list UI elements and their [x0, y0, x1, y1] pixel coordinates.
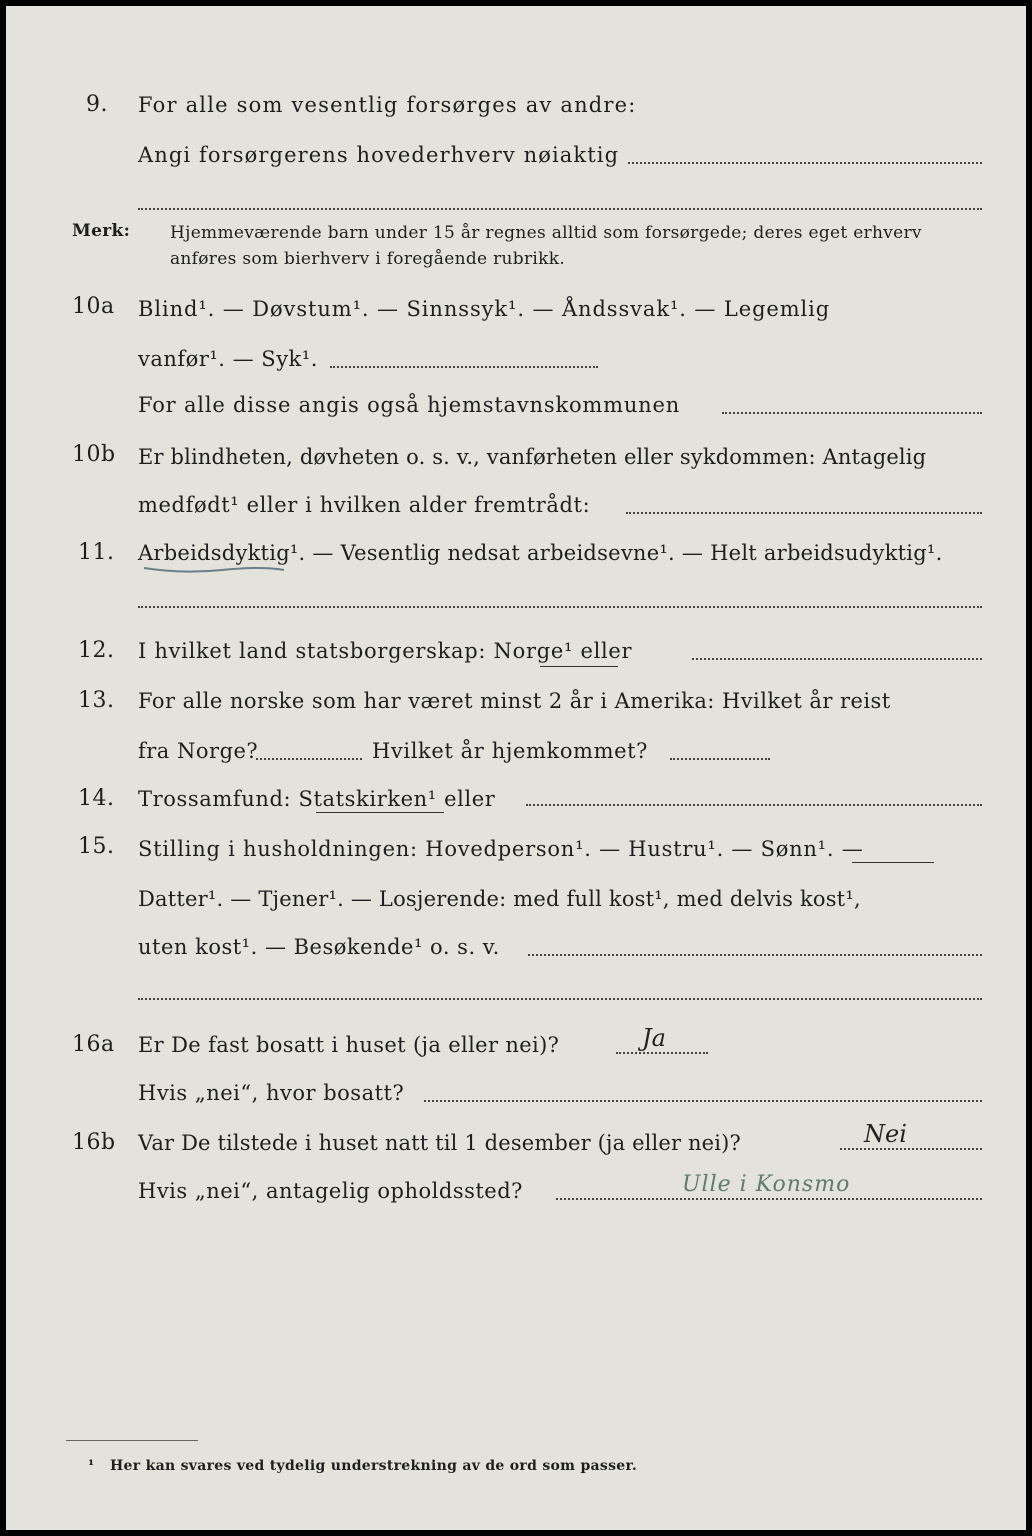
q9-number: 9. — [86, 92, 108, 117]
q16a-number: 16a — [72, 1032, 115, 1057]
q10a-line1: Blind¹. — Døvstum¹. — Sinnssyk¹. — Åndssvak¹. — Legemlig — [138, 297, 831, 321]
q11-handwritten-underline — [142, 562, 288, 576]
q9-line2: Angi forsørgerens hovederhverv nøiaktig — [138, 143, 620, 167]
q15-number: 15. — [78, 834, 115, 859]
q16a-handwritten-answer: Ja — [642, 1024, 666, 1052]
q10b-answer-line — [626, 512, 982, 514]
q16a-bosatt-line — [424, 1100, 982, 1102]
q15-line1: Stilling i husholdningen: Hovedperson¹. — Hustru¹. — Sønn¹. — — [138, 837, 864, 861]
q13-line2b: Hvilket år hjemkommet? — [372, 739, 649, 763]
q10b-number: 10b — [72, 442, 116, 467]
q14-statskirken-underline — [316, 812, 444, 813]
q15-line3: uten kost¹. — Besøkende¹ o. s. v. — [138, 935, 500, 959]
q13-hjemkommet-line — [670, 758, 770, 760]
q10a-line2: vanfør¹. — Syk¹. — [138, 347, 318, 371]
q10b-line1: Er blindheten, døvheten o. s. v., vanførheten eller sykdommen: Antagelig — [138, 445, 927, 469]
merk-line1: Hjemmeværende barn under 15 år regnes alltid som forsørgede; deres eget erhverv — [170, 223, 922, 243]
q10a-home-line — [722, 412, 982, 414]
footnote-text: Her kan svares ved tydelig understrekning av de ord som passer. — [110, 1458, 638, 1474]
q15-answer-line — [528, 954, 982, 956]
q13-line2a: fra Norge? — [138, 739, 259, 763]
q13-number: 13. — [78, 688, 115, 713]
footnote-rule — [66, 1440, 198, 1441]
q9-answer-line-2 — [138, 208, 982, 210]
q13-reist-line — [256, 758, 362, 760]
q10a-answer-line — [330, 366, 598, 368]
merk-label: Merk: — [72, 221, 131, 241]
q16a-line2: Hvis „nei“, hvor bosatt? — [138, 1081, 405, 1105]
census-form-page — [6, 6, 1026, 1530]
q12-answer-line — [692, 658, 982, 660]
q10b-line2: medfødt¹ eller i hvilken alder fremtrådt: — [138, 493, 591, 517]
q13-line1: For alle norske som har været minst 2 år i Amerika: Hvilket år reist — [138, 689, 891, 713]
q16b-number: 16b — [72, 1130, 116, 1155]
q16b-place-line — [556, 1198, 982, 1200]
q16b-handwritten-place: Ulle i Konsmo — [682, 1172, 851, 1197]
q16b-line1: Var De tilstede i huset natt til 1 desember (ja eller nei)? — [138, 1131, 741, 1155]
q12-norge-underline — [540, 666, 618, 667]
q10a-line3: For alle disse angis også hjemstavnskommunen — [138, 393, 681, 417]
q14-number: 14. — [78, 786, 115, 811]
q16b-answer-line — [840, 1148, 982, 1150]
q11-number: 11. — [78, 540, 115, 565]
q9-line1: For alle som vesentlig forsørges av andre: — [138, 93, 637, 117]
q15-sonn-underline — [852, 862, 934, 863]
q15-answer-line-2 — [138, 998, 982, 1000]
footnote-marker: ¹ — [88, 1458, 95, 1474]
q11-answer-line — [138, 606, 982, 608]
q11-line1: Arbeidsdyktig¹. — Vesentlig nedsat arbeidsevne¹. — Helt arbeidsudyktig¹. — [138, 541, 943, 565]
q16a-line1: Er De fast bosatt i huset (ja eller nei)? — [138, 1033, 560, 1057]
q14-line1: Trossamfund: Statskirken¹ eller — [138, 787, 496, 811]
q14-answer-line — [526, 804, 982, 806]
q16a-answer-line — [616, 1052, 708, 1054]
q10a-number: 10a — [72, 294, 115, 319]
q9-answer-line — [628, 162, 982, 164]
q16b-handwritten-answer: Nei — [864, 1120, 907, 1148]
q16b-line2: Hvis „nei“, antagelig opholdssted? — [138, 1179, 523, 1203]
q15-line2: Datter¹. — Tjener¹. — Losjerende: med full kost¹, med delvis kost¹, — [138, 887, 861, 911]
q12-line1: I hvilket land statsborgerskap: Norge¹ eller — [138, 639, 633, 663]
q12-number: 12. — [78, 638, 115, 663]
merk-line2: anføres som bierhverv i foregående rubrikk. — [170, 249, 566, 269]
